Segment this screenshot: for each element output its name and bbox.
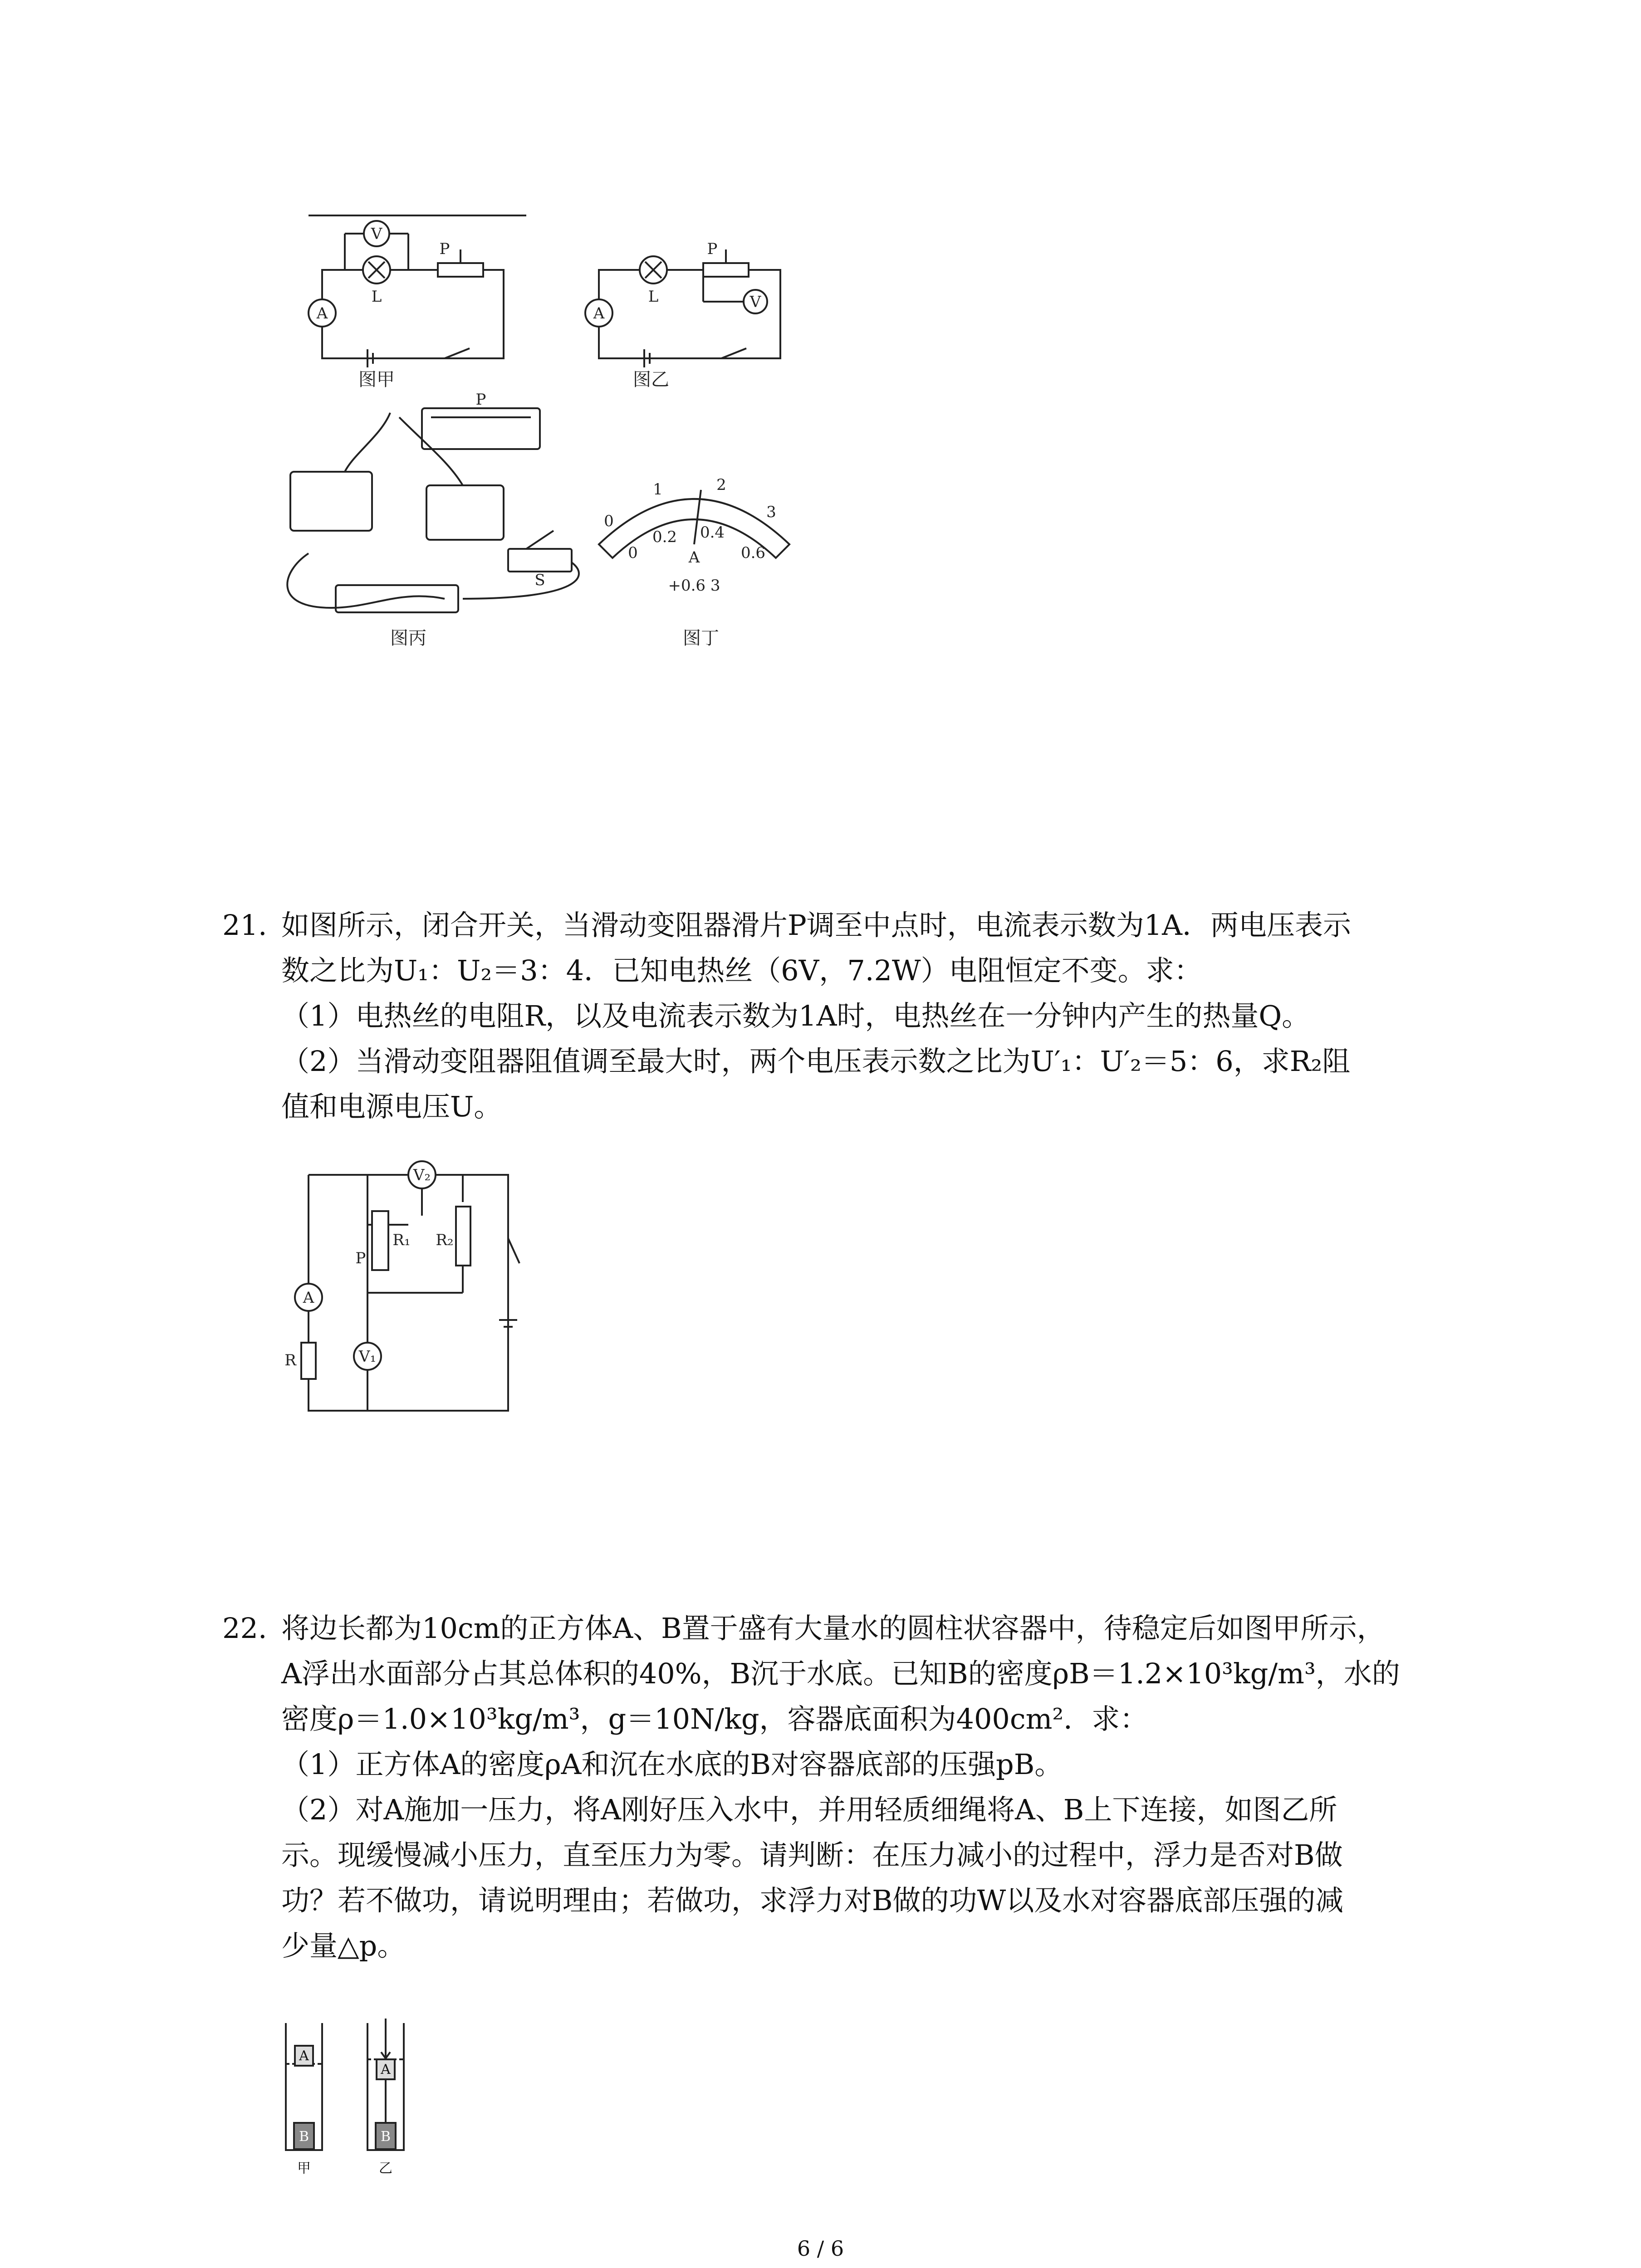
caption-fig-b: 图乙 [633, 369, 669, 390]
sub-question-2: （2）当滑动变阻器阻值调至最大时，两个电压表示数之比为U′₁：U′₂＝5：6，求R₂阻 [281, 1045, 1351, 1078]
circuit-figure-q21 [272, 1148, 554, 1429]
cube-a-label: A [299, 2048, 309, 2064]
question-text-line: 将边长都为10cm的正方体A、B置于盛有大量水的圆柱状容器中，待稳定后如图甲所示， [281, 1612, 1385, 1645]
cube-b-label-b: B [380, 2129, 391, 2145]
voltmeter-label-b: V [749, 293, 761, 311]
caption-fig-c: 图丙 [390, 628, 426, 649]
meter-top-3: 3 [766, 503, 776, 521]
buoyancy-figure-q22 [272, 2014, 445, 2186]
ammeter-label-b: A [593, 304, 605, 323]
caption-fig-jia: 甲 [297, 2160, 311, 2176]
question-22 [222, 1606, 1456, 1969]
meter-top-1: 1 [653, 480, 663, 499]
meter-bottom-3: 0.6 [740, 544, 766, 562]
question-text-line: 密度ρ＝1.0×10³kg/m³，g＝10N/kg，容器底面积为400cm²．求： [281, 1702, 1148, 1735]
cube-b-label: B [299, 2129, 309, 2145]
meter-terminals: +0.6 3 [668, 577, 720, 595]
meter-top-0: 0 [604, 512, 614, 530]
meter-top-2: 2 [716, 476, 726, 494]
sub-question-2-cont: 功？若不做功，请说明理由；若做功，求浮力对B做的功W以及水对容器底部压强的减 [281, 1884, 1344, 1917]
caption-fig-a: 图甲 [358, 369, 395, 390]
r1-label: R₁ [392, 1231, 411, 1249]
a-label: A [303, 1289, 314, 1307]
slider-label: P [439, 240, 450, 258]
meter-bottom-2: 0.4 [700, 523, 725, 542]
meter-bottom-0: 0 [628, 544, 638, 562]
switch-label: S [534, 571, 545, 589]
meter-unit: A [688, 548, 700, 567]
cube-a-label-b: A [381, 2062, 391, 2077]
v1-label: V₁ [358, 1348, 377, 1366]
question-text-line: A浮出水面部分占其总体积的40%，B沉于水底。已知B的密度ρB＝1.2×10³kg/m³，水的 [281, 1657, 1400, 1690]
question-text-line: 数之比为U₁：U₂＝3：4．已知电热丝（6V，7.2W）电阻恒定不变。求： [281, 954, 1202, 987]
meter-bottom-1: 0.2 [652, 528, 677, 546]
question-21 [222, 903, 1456, 1129]
sub-question-1: （1）正方体A的密度ρA和沉在水底的B对容器底部的压强pB。 [281, 1748, 1063, 1781]
sub-question-2-cont: 少量△p。 [281, 1929, 406, 1962]
caption-fig-yi: 乙 [379, 2160, 392, 2176]
caption-fig-d: 图丁 [683, 628, 719, 649]
p-label: P [355, 1249, 366, 1267]
sub-question-2: （2）对A施加一压力，将A刚好压入水中，并用轻质细绳将A、B上下连接，如图乙所 [281, 1793, 1337, 1826]
v2-label: V₂ [413, 1166, 431, 1184]
page-number: 6 / 6 [797, 2236, 844, 2261]
r2-label: R₂ [436, 1231, 454, 1249]
ammeter-label: A [316, 304, 328, 323]
circuit-figures-top [254, 200, 853, 658]
r-label: R [284, 1351, 296, 1369]
slider-label-b: P [707, 240, 718, 258]
sub-question-1: （1）电热丝的电阻R，以及电流表示数为1A时，电热丝在一分钟内产生的热量Q。 [281, 999, 1310, 1032]
voltmeter-label: V [371, 225, 382, 243]
question-number: 22. [222, 1612, 267, 1645]
sub-question-2-cont: 值和电源电压U。 [281, 1090, 502, 1123]
question-text-line: 如图所示，闭合开关，当滑动变阻器滑片P调至中点时，电流表示数为1A．两电压表示 [281, 909, 1351, 942]
lamp-label: L [371, 288, 382, 306]
question-number: 21. [222, 909, 267, 942]
lamp-label-b: L [648, 288, 659, 306]
slider-label-c: P [475, 391, 486, 409]
sub-question-2-cont: 示。现缓慢减小压力，直至压力为零。请判断：在压力减小的过程中，浮力是否对B做 [281, 1838, 1343, 1872]
